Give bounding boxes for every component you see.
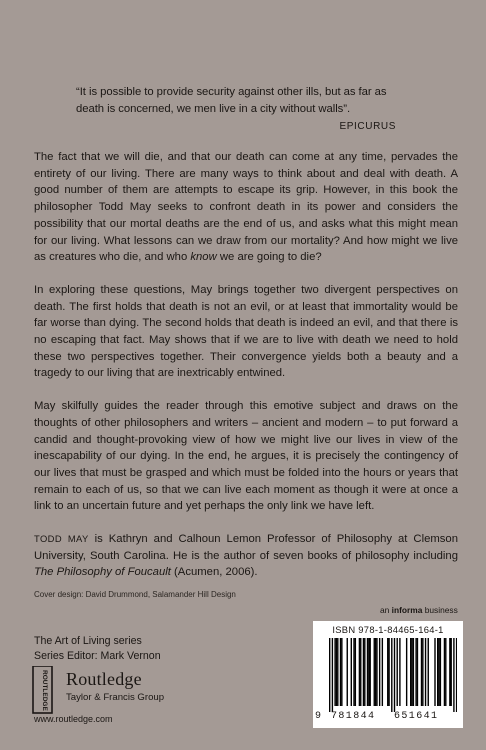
- blurb-p1-text-a: The fact that we will die, and that our death can come at any time, pervades the entirety of our living. There are many ways to think about and deal with death. A good number of them are attempts to escape its grip. However, in this book the philosopher Todd May seeks to confront death in its power and considers the possibility that our mortal deaths are the end of us, and asks what this might mean for our living. What lessons can we draw from our mortality? And how might we live as creatures who die, and who: [34, 151, 458, 264]
- isbn-barcode-box: [313, 621, 463, 728]
- blurb-p1-text-b: we are going to die?: [216, 251, 322, 264]
- barcode-bar: [410, 638, 411, 706]
- series-name: The Art of Living series: [34, 635, 142, 647]
- barcode-bar: [360, 638, 361, 706]
- blurb-p1-emphasis: know: [190, 251, 217, 264]
- barcode-bar: [351, 638, 352, 706]
- barcode-bar: [399, 638, 400, 706]
- barcode-bar: [397, 638, 398, 706]
- barcode-bar: [375, 638, 376, 706]
- barcode-bar: [388, 638, 389, 706]
- barcode-bar: [444, 638, 445, 706]
- publisher-group: Taylor & Francis Group: [66, 692, 165, 703]
- author-book-title: The Philosophy of Foucault: [34, 566, 171, 579]
- barcode-bar: [334, 638, 335, 706]
- barcode-bar: [445, 638, 446, 706]
- barcode-digits-right: 651641: [394, 711, 439, 722]
- author-name: TODD MAY: [34, 533, 89, 545]
- barcode-bar: [363, 638, 364, 706]
- barcode-bar: [415, 638, 416, 706]
- barcode-bar: [353, 638, 354, 706]
- blurb-paragraph-1: [34, 149, 458, 266]
- series-editor: Series Editor: Mark Vernon: [34, 650, 161, 662]
- barcode-bar: [421, 638, 422, 706]
- blurb-paragraph-2: In exploring these questions, May brings together two divergent perspectives on death. The first holds that death is not an evil, or at least that immortality would be far worse than dying. The second holds that death is indeed an evil, and that there is no escaping that fact. May shows that if we are to live with death we need to hold these two perspectives together. Their convergence yields both a beauty and a tragedy to our living that are inextricably entwined.: [34, 283, 458, 380]
- barcode-bar: [367, 638, 368, 706]
- epigraph-line-1: “It is possible to provide security against other ills, but as far as: [76, 86, 387, 98]
- barcode-bar: [425, 638, 426, 706]
- barcode-bar: [417, 638, 418, 706]
- informa-brand: informa: [391, 605, 423, 615]
- barcode-bar: [411, 638, 412, 706]
- publisher-name: Routledge: [66, 669, 142, 689]
- barcode-bar: [440, 638, 441, 706]
- barcode-bar: [394, 638, 395, 712]
- cover-credit: Cover design: David Drummond, Salamander Hill Design: [34, 590, 236, 599]
- epigraph-line-2: death is concerned, we men live in a city without walls”.: [76, 103, 351, 115]
- barcode-bar: [451, 638, 452, 706]
- series-info: [34, 634, 161, 664]
- author-bio: [34, 531, 458, 581]
- author-bio-text-a: is Kathryn and Calhoun Lemon Professor of Philosophy at Clemson University, South Carolina. He is the author of seven books of philosophy including: [34, 533, 458, 562]
- barcode-bar: [422, 638, 423, 706]
- barcode-bar: [379, 638, 380, 706]
- blurb-paragraph-3: May skilfully guides the reader through this emotive subject and draws on the thoughts of other philosophers and writers – ancient and modern – to put forward a candid and thought-provoking view of how we might live our lives in view of the inescapability of our dying. In the end, he argues, it is precisely the contingency of our lives that must be grasped and which must be folded into the hours or years that remain to each of us, so that we can live each moment as though it were at once a link to an uncertain future and yet perhaps the only link we have left.: [34, 400, 458, 513]
- informa-suffix: business: [422, 605, 458, 615]
- barcode-bar: [374, 638, 375, 706]
- publisher-website: www.routledge.com: [34, 714, 113, 724]
- barcode-bar: [453, 638, 454, 712]
- barcode-digit-first: 9: [315, 711, 322, 722]
- barcode-bar: [337, 638, 338, 706]
- barcode-bar: [406, 638, 407, 706]
- barcode-bar: [332, 638, 333, 712]
- informa-prefix: an: [380, 605, 392, 615]
- barcode-digits-left: 781844: [331, 711, 376, 722]
- barcode-bar: [336, 638, 337, 706]
- author-bio-text-b: (Acumen, 2006).: [170, 566, 258, 579]
- epigraph-attribution: EPICURUS: [339, 121, 396, 132]
- barcode-bar: [364, 638, 365, 706]
- barcode-bar: [413, 638, 414, 706]
- barcode-bar: [359, 638, 360, 706]
- barcode-bar: [347, 638, 348, 706]
- svg-text:ROUTLEDGE: ROUTLEDGE: [41, 670, 48, 711]
- routledge-mark-icon: [32, 666, 54, 714]
- barcode-bar: [437, 638, 438, 706]
- barcode-bar: [391, 638, 392, 712]
- barcode-bar: [428, 638, 429, 706]
- barcode-bar: [456, 638, 457, 712]
- blurb-text: [34, 149, 458, 597]
- barcode-bar: [329, 638, 330, 712]
- barcode-bar: [340, 638, 341, 706]
- barcode-image: [321, 638, 457, 712]
- barcode-bar: [368, 638, 369, 706]
- barcode-bar: [341, 638, 342, 706]
- routledge-logo: [32, 666, 182, 716]
- barcode-bar: [355, 638, 356, 706]
- informa-tagline: [380, 605, 458, 615]
- barcode-bar: [387, 638, 388, 706]
- barcode-bar: [370, 638, 371, 706]
- barcode-bar: [434, 638, 435, 706]
- barcode-bar: [376, 638, 377, 706]
- barcode-bar: [382, 638, 383, 706]
- barcode-bar: [449, 638, 450, 706]
- isbn-number: ISBN 978-1-84465-164-1: [332, 624, 444, 635]
- epigraph: [76, 84, 416, 132]
- barcode-bar: [438, 638, 439, 706]
